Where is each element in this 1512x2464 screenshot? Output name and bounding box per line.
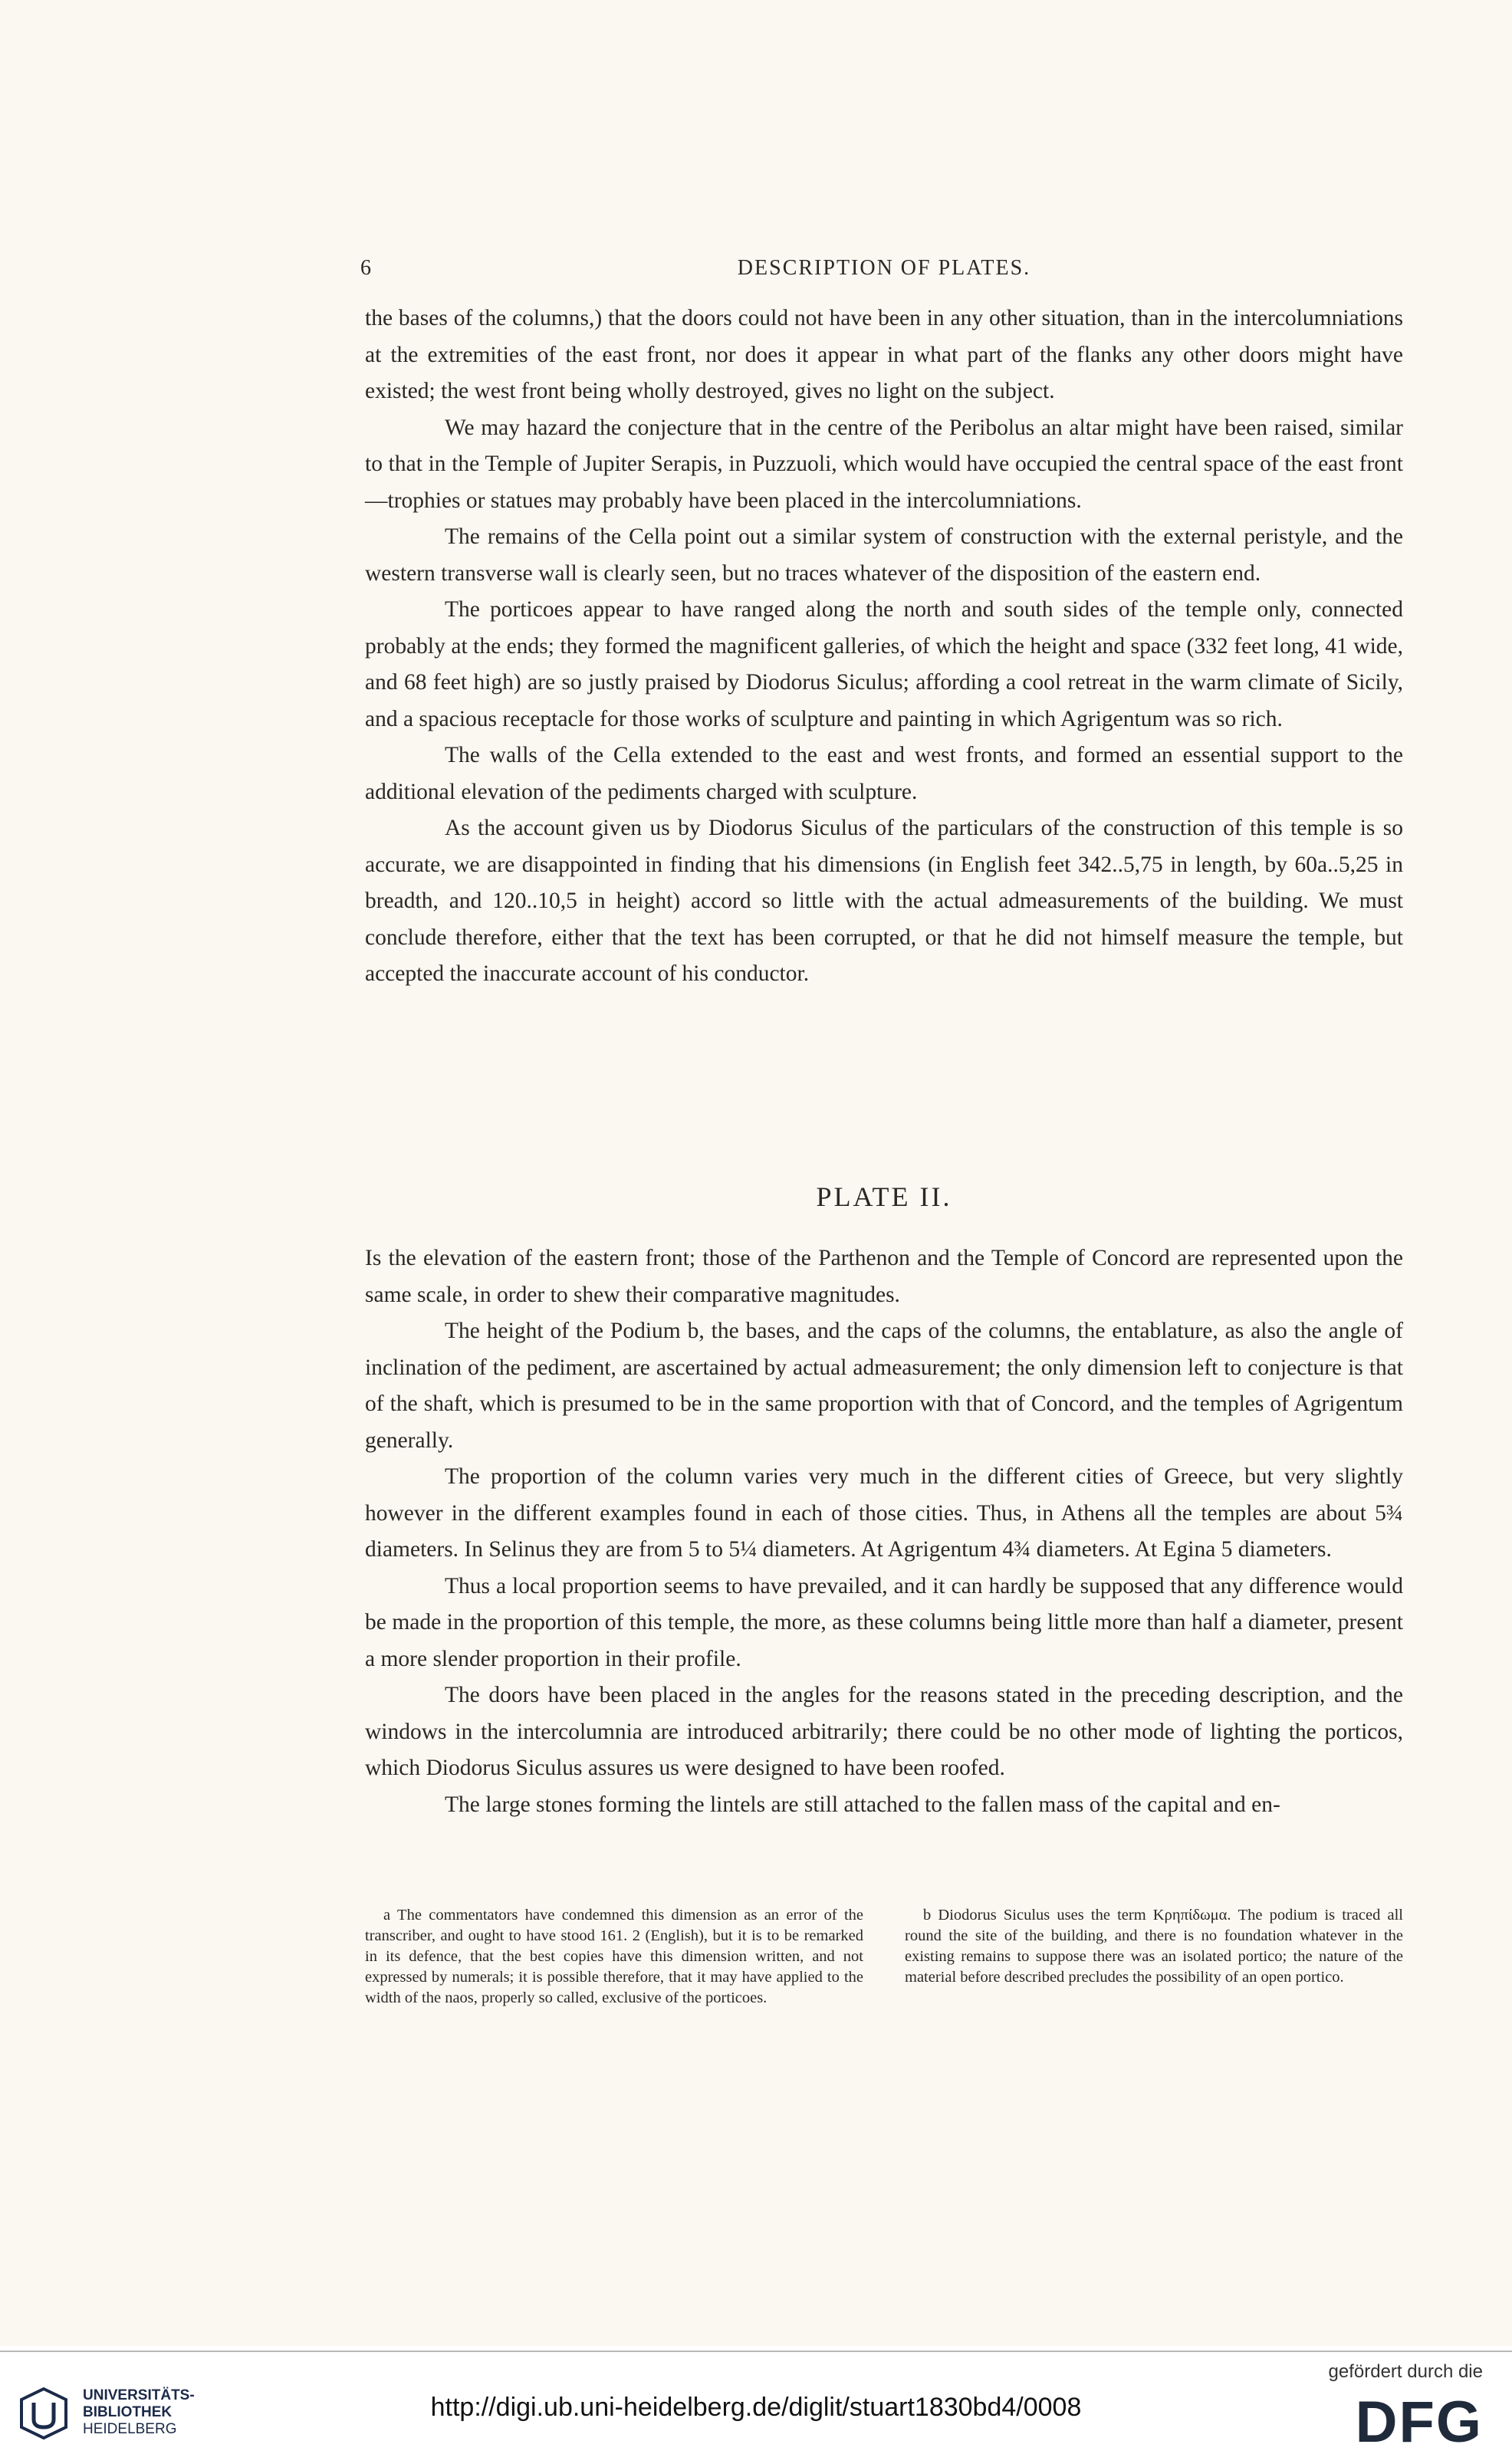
running-head xyxy=(360,256,1403,287)
paragraph: The large stones forming the lintels are still attached to the fallen mass of the capital and en- xyxy=(445,1792,1280,1817)
paragraph: The doors have been placed in the angles for the reasons stated in the preceding description, and the windows in the intercolumnia are introduced arbitrarily; there could be no other mode of lighting the porticos, which Diodorus Siculus assures us were designed to have been roofed. xyxy=(365,1683,1403,1780)
section-2 xyxy=(365,1240,1403,1823)
paragraph: the bases of the columns,) that the doors could not have been in any other situation, than in the intercolumniations at the extremities of the east front, nor does it appear in what part of the flanks any other doors might have existed; the west front being wholly destroyed, gives no light on the subject. xyxy=(365,306,1403,403)
page-number: 6 xyxy=(360,256,371,280)
paragraph: The porticoes appear to have ranged along the north and south sides of the temple only, connected probably at the ends; they formed the magnificent galleries, of which the height and space (332 feet long, 41 wide, and 68 feet high) are so justly praised by Diodorus Siculus; affording a cool retreat in the warm climate of Sicily, and a spacious receptacle for those works of sculpture and painting in which Agrigentum was so rich. xyxy=(365,597,1403,731)
footnote-text: b Diodorus Siculus uses the term Κρηπίδωμα. The podium is traced all round the site of the building, and there is no foundation whatever in the existing remains to suppose there was an isolated portico; the nature of the material before described precludes the possibility of an open portico. xyxy=(905,1907,1403,1986)
sponsor-label: gefördert durch die xyxy=(1328,2361,1483,2382)
paragraph: We may hazard the conjecture that in the centre of the Peribolus an altar might have been raised, similar to that in the Temple of Jupiter Serapis, in Puzzuoli, which would have occupied the central space of the east front—trophies or statues may probably have been placed in the intercolumniations. xyxy=(365,415,1403,513)
paragraph: As the account given us by Diodorus Siculus of the particulars of the construction of this temple is so accurate, we are disappointed in finding that his dimensions (in English feet 342..5,75 in length, by 60a..5,25 in breadth, and 120..10,5 in height) accord so little with the actual admeasurements of the building. We must conclude therefore, either that the text has been corrupted, or that he did not himself measure the temple, but accepted the inaccurate account of his conductor. xyxy=(365,816,1403,986)
paragraph: The proportion of the column varies very much in the different cities of Greece, but very slightly however in the different examples found in each of those cities. Thus, in Athens all the temples are about 5¾ diameters. In Selinus they are from 5 to 5¼ diameters. At Agrigentum 4¾ diameters. At Egina 5 diameters. xyxy=(365,1464,1403,1562)
running-title: DESCRIPTION OF PLATES. xyxy=(737,256,1031,280)
section-1 xyxy=(365,301,1403,993)
paragraph: The height of the Podium b, the bases, and the caps of the columns, the entablature, as also the angle of inclination of the pediment, are ascertained by actual admeasurement; the only dimension left to conjecture is that of the shaft, which is presumed to be in the same proportion with that of Concord, and the temples of Agrigentum generally. xyxy=(365,1319,1403,1453)
paragraph: Thus a local proportion seems to have prevailed, and it can hardly be supposed that any difference would be made in the proportion of this temple, the more, as these columns being little more than half a diameter, present a more slender proportion in their profile. xyxy=(365,1573,1403,1671)
footnote-text: a The commentators have condemned this dimension as an error of the transcriber, and ought to have stood 161. 2 (English), but it is to be remarked in its defence, that the best copies have this dimension written, and not expressed by numerals; it is possible therefore, that it may have applied to the width of the naos, properly so called, exclusive of the porticoes. xyxy=(365,1907,863,2006)
paragraph: The remains of the Cella point out a similar system of construction with the external peristyle, and the western transverse wall is clearly seen, but no traces whatever of the disposition of the eastern end. xyxy=(365,524,1403,586)
footnote-b xyxy=(905,1905,1403,1988)
library-name-line: HEIDELBERG xyxy=(83,2421,177,2437)
paragraph: Is the elevation of the eastern front; those of the Parthenon and the Temple of Concord are represented upon the same scale, in order to shew their comparative magnitudes. xyxy=(365,1246,1403,1307)
library-name-line: BIBLIOTHEK xyxy=(83,2404,173,2420)
viewer-footer xyxy=(0,2352,1512,2464)
dfg-logo: DFG xyxy=(1355,2390,1483,2455)
library-name-line: UNIVERSITÄTS- xyxy=(83,2387,195,2403)
paragraph: The walls of the Cella extended to the east and west fronts, and formed an essential support to the additional elevation of the pediments charged with sculpture. xyxy=(365,743,1403,804)
plate-heading: PLATE II. xyxy=(816,1181,952,1212)
permalink-url[interactable]: http://digi.ub.uni-heidelberg.de/diglit/stuart1830bd4/0008 xyxy=(430,2393,1082,2422)
footnote-a xyxy=(365,1905,863,2009)
